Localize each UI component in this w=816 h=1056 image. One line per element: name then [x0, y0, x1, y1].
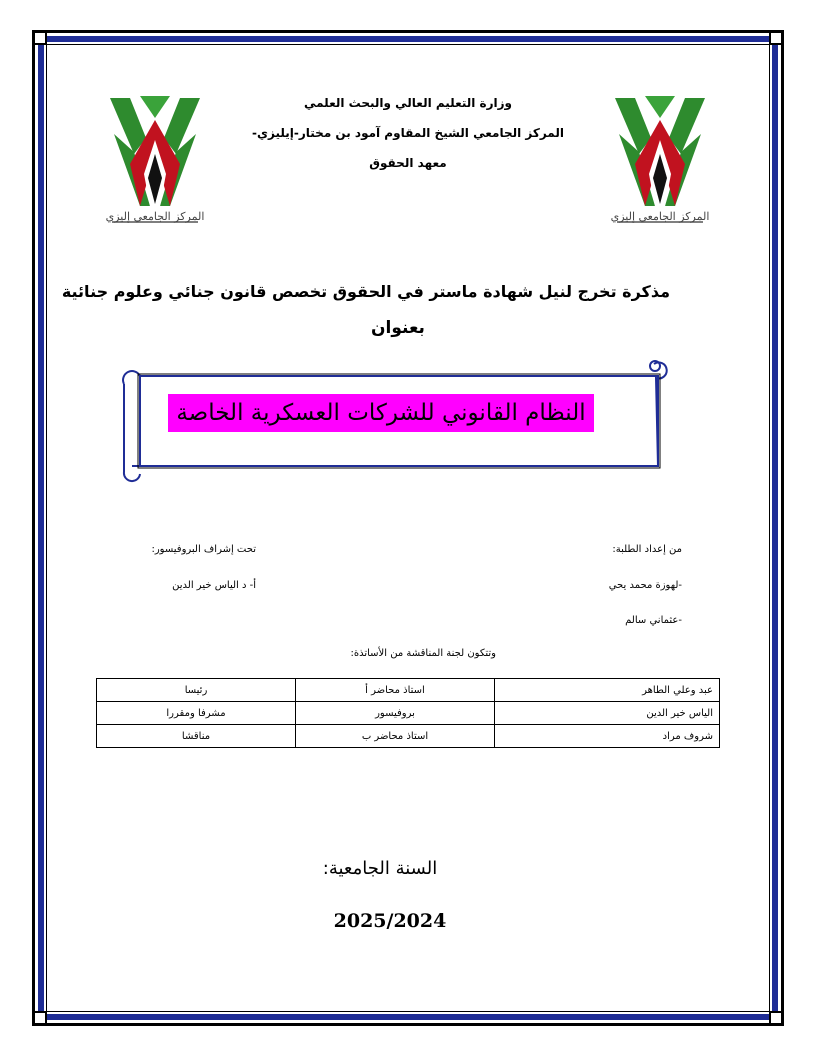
institute-name: معهد الحقوق	[369, 156, 447, 170]
titled-label: بعنوان	[371, 318, 425, 338]
table-row	[97, 702, 720, 725]
committee-table	[96, 678, 720, 748]
member-rank: استاذ محاضر أ	[296, 679, 495, 702]
member-name: الياس خير الدين	[495, 702, 720, 725]
border-corner-top-right	[769, 31, 783, 45]
academic-year-value: 2025/2024	[333, 910, 447, 932]
university-logo-left	[100, 94, 210, 232]
border-corner-bottom-right	[769, 1011, 783, 1025]
table-row	[97, 679, 720, 702]
member-role: مشرفا ومقررا	[97, 702, 296, 725]
border-corner-top-left	[33, 31, 47, 45]
svg-text:المركز الجامعي إليزي: المركز الجامعي إليزي	[105, 210, 205, 223]
member-rank: استاذ محاضر ب	[296, 725, 495, 748]
center-name: المركز الجامعي الشيخ المقاوم آمود بن مختار-إيليزي-	[252, 126, 564, 140]
supervisor-label: تحت إشراف البروفيسور:	[151, 544, 256, 555]
member-role: رئيسا	[97, 679, 296, 702]
thesis-title: النظام القانوني للشركات العسكرية الخاصة	[168, 394, 594, 432]
table-row	[97, 725, 720, 748]
member-role: مناقشا	[97, 725, 296, 748]
supervisor-name: أ- د الياس خير الدين	[172, 580, 256, 591]
border-corner-bottom-left	[33, 1011, 47, 1025]
students-label: من إعداد الطلبة:	[612, 544, 682, 555]
university-logo-right	[605, 94, 715, 232]
student-name-1: -لهوزة محمد يحي	[608, 580, 682, 591]
member-name: شروف مراد	[495, 725, 720, 748]
student-name-2: -عثماني سالم	[625, 615, 682, 626]
logo-emblem-icon	[605, 94, 715, 232]
academic-year-label: السنة الجامعية:	[322, 858, 438, 879]
ministry-name: وزارة التعليم العالي والبحث العلمي	[303, 96, 513, 110]
member-rank: بروفيسور	[296, 702, 495, 725]
degree-line: مذكرة تخرج لنيل شهادة ماستر في الحقوق تخصص قانون جنائي وعلوم جنائية	[61, 282, 670, 301]
logo-emblem-icon	[100, 94, 210, 232]
member-name: عبد وعلي الطاهر	[495, 679, 720, 702]
svg-text:المركز الجامعي إليزي: المركز الجامعي إليزي	[610, 210, 710, 223]
committee-label: وتتكون لجنة المناقشة من الأساتذة:	[350, 648, 496, 659]
